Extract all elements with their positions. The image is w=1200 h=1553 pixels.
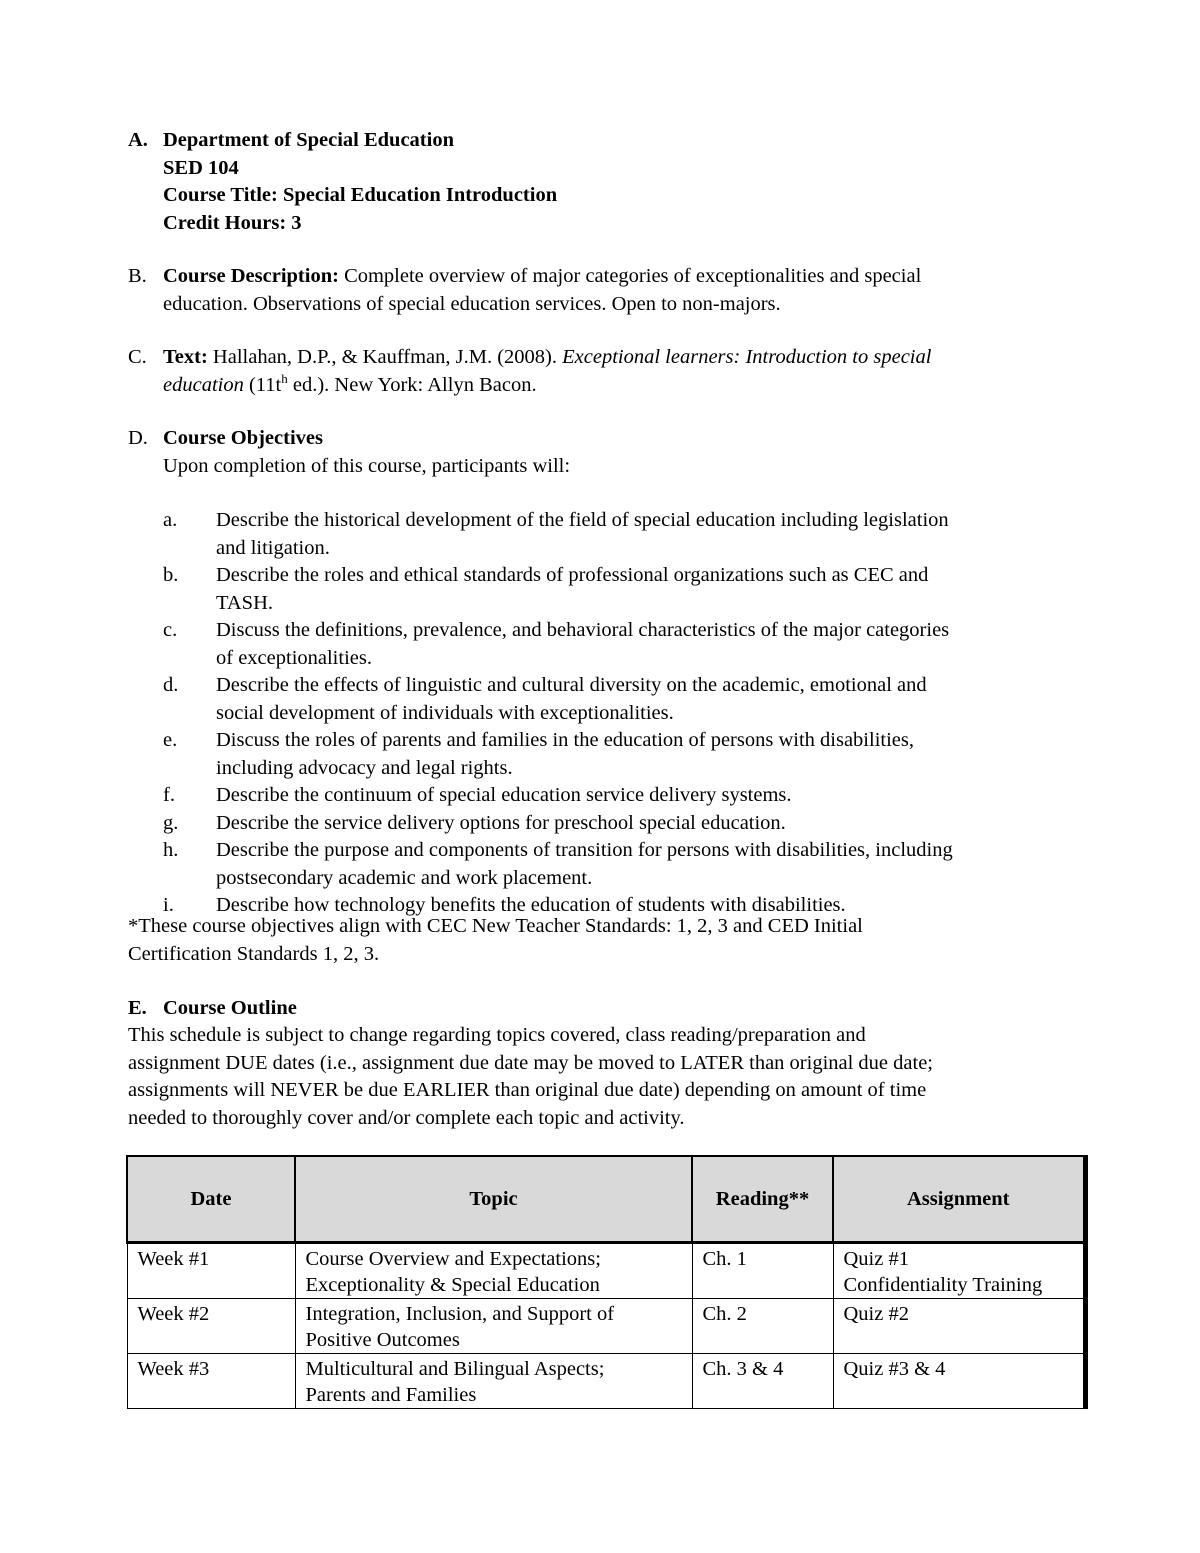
cell-assignment: Quiz #1 Confidentiality Training [833, 1243, 1085, 1299]
course-description-line1: Complete overview of major categories of exceptionalities and special [338, 265, 922, 287]
course-code: SED 104 [163, 156, 239, 179]
header-assignment: Assignment [833, 1156, 1085, 1243]
course-objectives-intro: Upon completion of this course, participants will: [163, 454, 571, 477]
objective-item: b. Describe the roles and ethical standards of professional organizations such as CEC and TASH. [163, 564, 929, 614]
section-b-label: B. [128, 265, 147, 287]
cell-date: Week #2 [127, 1299, 295, 1354]
standards-note-line2: Certification Standards 1, 2, 3. [128, 942, 380, 965]
cell-date: Week #3 [127, 1354, 295, 1409]
objective-item: h. Describe the purpose and components of transition for persons with disabilities, including postsecondary academic and work placement. [163, 839, 953, 889]
course-outline-heading: Course Outline [163, 997, 297, 1019]
text-citation-authors: Hallahan, D.P., & Kauffman, J.M. (2008). [207, 346, 563, 368]
cell-topic: Integration, Inclusion, and Support of Positive Outcomes [295, 1299, 692, 1354]
header-reading: Reading** [692, 1156, 833, 1243]
cell-date: Week #1 [127, 1243, 295, 1299]
text-citation-sup: h [281, 370, 288, 386]
cell-reading: Ch. 2 [692, 1299, 833, 1354]
objective-item: c. Discuss the definitions, prevalence, and behavioral characteristics of the major categories of exceptionalities. [163, 619, 950, 669]
cell-topic: Course Overview and Expectations; Exceptionality & Special Education [295, 1243, 692, 1299]
section-b [128, 263, 1068, 318]
section-a [128, 127, 1068, 237]
schedule-table [126, 1155, 1088, 1409]
course-description-heading: Course Description: [163, 265, 339, 287]
department-name: Department of Special Education [163, 129, 454, 151]
objectives-list [128, 507, 1068, 920]
section-e-label: E. [128, 997, 147, 1019]
section-e [128, 995, 1068, 1023]
section-c-label: C. [128, 346, 147, 368]
cell-reading: Ch. 1 [692, 1243, 833, 1299]
objective-item: i. Describe how technology benefits the education of students with disabilities. [163, 894, 846, 916]
cell-assignment: Quiz #3 & 4 [833, 1354, 1085, 1409]
course-objectives-heading: Course Objectives [163, 427, 323, 449]
section-d-label: D. [128, 427, 148, 449]
objective-item: d. Describe the effects of linguistic and cultural diversity on the academic, emotional and social development of individuals with exceptionalities. [163, 674, 927, 724]
cell-reading: Ch. 3 & 4 [692, 1354, 833, 1409]
cell-assignment: Quiz #2 [833, 1299, 1085, 1354]
text-citation-publisher: ed.). New York: Allyn Bacon. [287, 373, 537, 396]
course-title: Course Title: Special Education Introduction [163, 184, 558, 206]
table-row [127, 1354, 1085, 1409]
cell-topic: Multicultural and Bilingual Aspects; Parents and Families [295, 1354, 692, 1409]
standards-note-line1: *These course objectives align with CEC New Teacher Standards: 1, 2, 3 and CED Initial [128, 915, 863, 937]
header-date: Date [127, 1156, 295, 1243]
table-header-row [127, 1156, 1085, 1243]
text-citation-title-cont: education [163, 373, 244, 396]
header-topic: Topic [295, 1156, 692, 1243]
section-c [128, 344, 1068, 399]
text-heading: Text: [163, 346, 208, 368]
course-description-line2: education. Observations of special education services. Open to non-majors. [163, 292, 781, 315]
course-outline-paragraph: This schedule is subject to change regarding topics covered, class reading/preparation and assignment DUE dates (i.e., assignment due date may be moved to LATER than original due date; assignments will NEVER be due EARLIER than original due date) depending on amount of time needed to thoroughly cover and/or complete each topic and activity. [128, 1024, 933, 1129]
objective-item: g. Describe the service delivery options for preschool special education. [163, 811, 786, 834]
objective-item: a. Describe the historical development of the field of special education including legislation and litigation. [163, 509, 949, 559]
objective-item: f. Describe the continuum of special education service delivery systems. [163, 784, 792, 806]
table-row [127, 1243, 1085, 1299]
credit-hours: Credit Hours: 3 [163, 211, 302, 234]
text-citation-edition: (11t [243, 373, 282, 396]
table-row [127, 1299, 1085, 1354]
section-a-label: A. [128, 129, 148, 151]
section-d [128, 425, 1068, 480]
standards-note [128, 913, 1068, 968]
text-citation-title: Exceptional learners: Introduction to special [562, 346, 932, 368]
objective-item: e. Discuss the roles of parents and families in the education of persons with disabilities, including advocacy and legal rights. [163, 729, 914, 779]
